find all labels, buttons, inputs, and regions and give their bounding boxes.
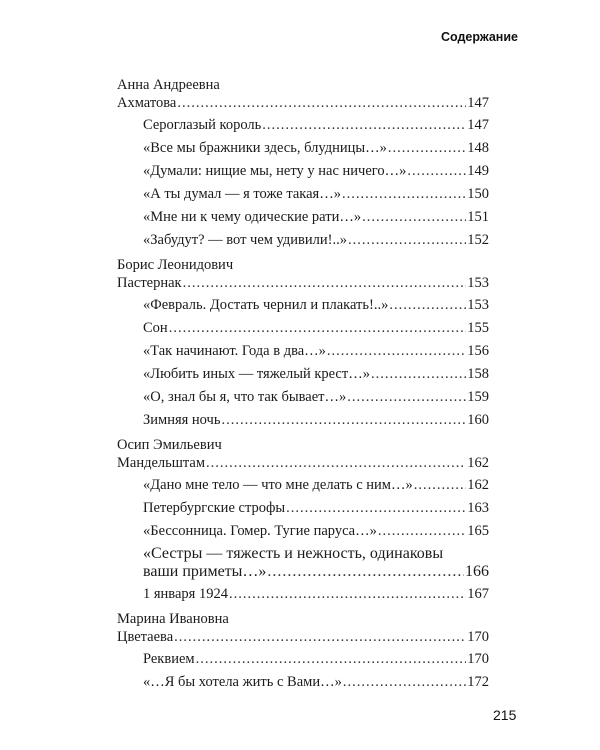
toc-author-entry[interactable] (117, 94, 489, 116)
page-ref: 158 (467, 366, 489, 382)
dot-leader (177, 94, 466, 112)
page-ref: 162 (467, 455, 489, 471)
toc-entry[interactable] (117, 319, 489, 342)
author-last-name: Ахматова (117, 95, 177, 111)
author-last-name: Пастернак (117, 275, 182, 291)
running-header-title: Содержание (440, 30, 518, 44)
toc-author-entry[interactable] (117, 454, 489, 476)
dot-leader (388, 139, 466, 157)
entry-title: «Февраль. Достать чернил и плакать!..» (143, 297, 389, 313)
entry-title: Сон (143, 320, 168, 336)
toc-section-tsvetaeva (117, 610, 489, 696)
toc-entry[interactable] (117, 296, 489, 319)
page-ref: 149 (467, 163, 489, 179)
entry-title: «Дано мне тело — что мне делать с ним…» (143, 477, 413, 493)
toc-section-pasternak (117, 256, 489, 434)
toc-entry[interactable] (117, 673, 489, 696)
toc-entry[interactable] (117, 545, 489, 585)
page-ref: 163 (467, 500, 489, 516)
author-last-name: Мандельштам (117, 455, 206, 471)
dot-leader (206, 454, 466, 472)
toc-entry[interactable] (117, 185, 489, 208)
toc-entry[interactable] (117, 476, 489, 499)
dot-leader (347, 388, 466, 406)
toc-entry[interactable] (117, 139, 489, 162)
dot-leader (221, 411, 466, 429)
entry-title: «А ты думал — я тоже такая…» (143, 186, 341, 202)
dot-leader (389, 296, 466, 314)
entry-title: «Все мы бражники здесь, блудницы…» (143, 140, 387, 156)
dot-leader (262, 116, 466, 134)
page-ref: 153 (467, 297, 489, 313)
toc-entry[interactable] (117, 522, 489, 545)
dot-leader (371, 365, 466, 383)
dot-leader (407, 162, 466, 180)
author-first-name: Осип Эмильевич (117, 437, 222, 453)
entry-title: «…Я бы хотела жить с Вами…» (143, 674, 342, 690)
entry-title: «Мне ни к чему одические рати…» (143, 209, 362, 225)
dot-leader (378, 522, 466, 540)
dot-leader (286, 499, 466, 517)
entry-title: «Думали: нищие мы, нету у нас ничего…» (143, 163, 407, 179)
entry-title: «Забудут? — вот чем удивили!..» (143, 232, 347, 248)
table-of-contents (117, 76, 489, 696)
entry-title: «Так начинают. Года в два…» (143, 343, 326, 359)
entry-title: «О, знал бы я, что так бывает…» (143, 389, 347, 405)
toc-entry[interactable] (117, 162, 489, 185)
dot-leader (327, 342, 466, 360)
dot-leader (169, 319, 467, 337)
toc-entry[interactable] (117, 231, 489, 254)
toc-entry[interactable] (117, 650, 489, 673)
page-ref: 147 (467, 95, 489, 111)
entry-title: Петербургские строфы (143, 500, 286, 516)
toc-entry[interactable] (117, 365, 489, 388)
dot-leader (174, 628, 466, 646)
author-last-name: Цветаева (117, 629, 174, 645)
page-ref: 153 (467, 275, 489, 291)
dot-leader (362, 208, 466, 226)
page-ref: 151 (467, 209, 489, 225)
entry-title: «Любить иных — тяжелый крест…» (143, 366, 370, 382)
dot-leader (196, 650, 467, 668)
entry-title: Зимняя ночь (143, 412, 221, 428)
toc-section-mandelstam (117, 436, 489, 608)
dot-leader (183, 274, 467, 292)
toc-author-entry[interactable] (117, 628, 489, 650)
page-ref: 159 (467, 389, 489, 405)
toc-entry[interactable] (117, 342, 489, 365)
page-ref: 147 (467, 117, 489, 133)
author-first-name: Борис Леонидович (117, 257, 234, 273)
page-ref: 150 (467, 186, 489, 202)
entry-title: «Бессонница. Гомер. Тугие паруса…» (143, 523, 377, 539)
page-ref: 155 (467, 320, 489, 336)
toc-entry[interactable] (117, 585, 489, 608)
page-number: 215 (493, 707, 517, 723)
page-ref: 148 (467, 140, 489, 156)
toc-entry[interactable] (117, 116, 489, 139)
toc-section-akhmatova (117, 76, 489, 254)
page-ref: 165 (467, 523, 489, 539)
page-ref: 170 (467, 651, 489, 667)
page-ref: 166 (465, 563, 489, 580)
dot-leader (267, 563, 464, 581)
toc-author-entry[interactable] (117, 274, 489, 296)
page-ref: 162 (467, 477, 489, 493)
page-ref: 167 (467, 586, 489, 602)
entry-title: «Сестры — тяжесть и нежность, одинаковы (143, 545, 444, 562)
page-ref: 172 (467, 674, 489, 690)
dot-leader (414, 476, 467, 494)
dot-leader (342, 185, 466, 203)
dot-leader (348, 231, 466, 249)
toc-entry[interactable] (117, 411, 489, 434)
author-first-name: Марина Ивановна (117, 611, 229, 627)
page-ref: 156 (467, 343, 489, 359)
dot-leader (343, 673, 466, 691)
toc-entry[interactable] (117, 499, 489, 522)
entry-title: Реквием (143, 651, 195, 667)
page-ref: 160 (467, 412, 489, 428)
author-first-name: Анна Андреевна (117, 77, 220, 93)
page-ref: 152 (467, 232, 489, 248)
dot-leader (229, 585, 466, 603)
entry-title-continuation: ваши приметы…» (143, 563, 267, 580)
entry-title: 1 января 1924 (143, 586, 228, 602)
page-ref: 170 (467, 629, 489, 645)
toc-entry[interactable] (117, 388, 489, 411)
toc-entry[interactable] (117, 208, 489, 231)
entry-title: Сероглазый король (143, 117, 262, 133)
